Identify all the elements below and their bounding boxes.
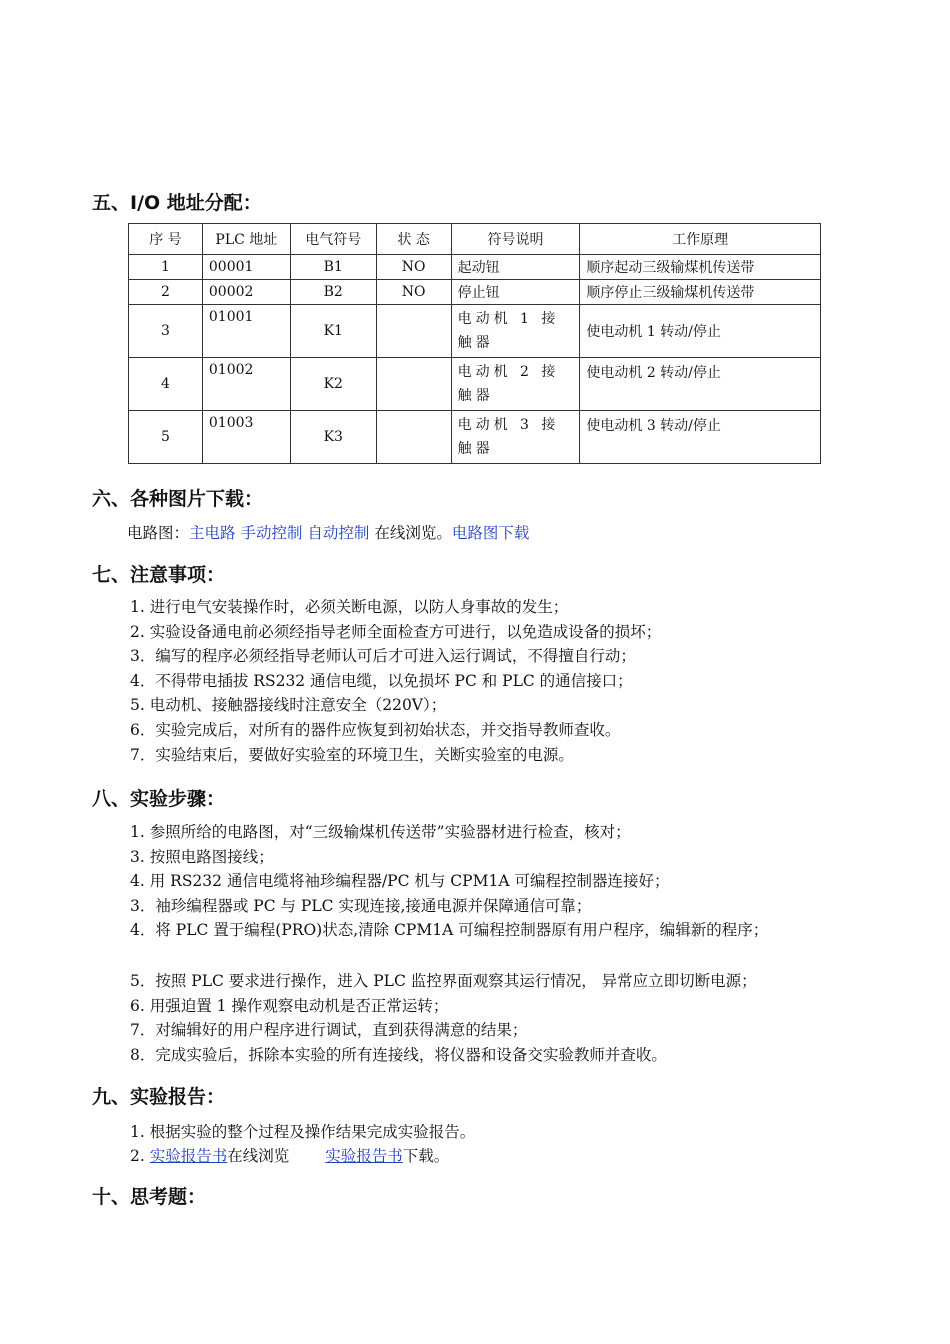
steps-list-a bbox=[130, 820, 768, 943]
list-item: 7．对编辑好的用户程序进行调试，直到获得满意的结果； bbox=[130, 1021, 528, 1040]
cell-state: NO bbox=[376, 255, 451, 280]
header-state: 状 态 bbox=[376, 224, 451, 255]
cell-principle: 使电动机 3 转动/停止 bbox=[580, 411, 821, 464]
list-item: 6. 用强迫置 1 操作观察电动机是否正常运转； bbox=[130, 996, 449, 1015]
list-item: 2. 实验设备通电前必须经指导老师全面检查方可进行，以免造成设备的损坏； bbox=[130, 622, 662, 641]
cell-seq: 4 bbox=[129, 358, 203, 411]
cell-addr: 00001 bbox=[202, 255, 290, 280]
main-circuit-link[interactable]: 主电路 bbox=[189, 524, 236, 542]
list-item: 6．实验完成后，对所有的器件应恢复到初始状态，并交指导教师查收。 bbox=[130, 720, 621, 739]
report-item-2 bbox=[130, 1144, 449, 1166]
auto-control-link[interactable]: 自动控制 bbox=[307, 524, 370, 542]
browse-online-text: 在线浏览。 bbox=[374, 524, 452, 542]
cell-principle: 使电动机 2 转动/停止 bbox=[580, 358, 821, 411]
list-item: 7．实验结束后，要做好实验室的环境卫生，关断实验室的电源。 bbox=[130, 745, 574, 764]
list-item: 3．编写的程序必须经指导老师认可后才可进入运行调试，不得擅自行动； bbox=[130, 647, 636, 666]
cell-addr: 01001 bbox=[202, 305, 290, 358]
header-addr: PLC 地址 bbox=[202, 224, 290, 255]
cell-state bbox=[376, 305, 451, 358]
table-row bbox=[129, 280, 821, 305]
cell-desc: 电动机 2 接触器 bbox=[451, 358, 580, 411]
report-download-text: 下载。 bbox=[402, 1147, 450, 1165]
circuit-prefix: 电路图： bbox=[127, 524, 190, 542]
cell-desc: 停止钮 bbox=[451, 280, 580, 305]
report-item-1: 1. 根据实验的整个过程及操作结果完成实验报告。 bbox=[130, 1123, 476, 1141]
cell-addr: 01002 bbox=[202, 358, 290, 411]
steps-list-b bbox=[130, 969, 757, 1067]
section-title-steps: 八、实验步骤： bbox=[92, 788, 226, 810]
precautions-list bbox=[130, 595, 661, 767]
cell-sym: B2 bbox=[290, 280, 376, 305]
header-sym: 电气符号 bbox=[290, 224, 376, 255]
cell-state: NO bbox=[376, 280, 451, 305]
list-item: 3. 按照电路图接线； bbox=[130, 847, 274, 866]
list-item: 5．按照 PLC 要求进行操作，进入 PLC 监控界面观察其运行情况， 异常应立即切断电源； bbox=[130, 972, 757, 990]
list-item: 3．袖珍编程器或 PC 与 PLC 实现连接,接通电源并保障通信可靠； bbox=[130, 896, 592, 915]
manual-control-link[interactable]: 手动控制 bbox=[240, 524, 303, 542]
list-item: 4. 用 RS232 通信电缆将袖珍编程器/PC 机与 CPM1A 可编程控制器连接好； bbox=[130, 872, 670, 891]
list-item: 1. 参照所给的电路图，对“三级输煤机传送带”实验器材进行检查，核对； bbox=[130, 823, 631, 841]
circuit-download-link[interactable]: 电路图下载 bbox=[451, 524, 530, 542]
section-title-questions: 十、思考题： bbox=[92, 1186, 207, 1208]
cell-sym: K2 bbox=[290, 358, 376, 411]
cell-sym: K3 bbox=[290, 411, 376, 464]
cell-state bbox=[376, 411, 451, 464]
section-title-io: 五、I/O 地址分配： bbox=[92, 192, 262, 214]
section-title-downloads: 六、各种图片下载： bbox=[92, 488, 264, 510]
cell-sym: K1 bbox=[290, 305, 376, 358]
cell-principle: 顺序起动三级输煤机传送带 bbox=[580, 255, 821, 280]
cell-seq: 5 bbox=[129, 411, 203, 464]
header-desc: 符号说明 bbox=[451, 224, 580, 255]
cell-seq: 1 bbox=[129, 255, 203, 280]
cell-principle: 使电动机 1 转动/停止 bbox=[580, 305, 821, 358]
table-row bbox=[129, 305, 821, 358]
cell-addr: 00002 bbox=[202, 280, 290, 305]
report-browse-link[interactable]: 实验报告书 bbox=[149, 1147, 228, 1165]
list-item: 5. 电动机、接触器接线时注意安全（220V）； bbox=[130, 696, 447, 715]
circuit-diagram-line bbox=[127, 521, 529, 543]
table-row bbox=[129, 411, 821, 464]
list-item: 8．完成实验后，拆除本实验的所有连接线，将仪器和设备交实验教师并查收。 bbox=[130, 1045, 667, 1064]
list-item: 1. 进行电气安装操作时，必须关断电源，以防人身事故的发生； bbox=[130, 598, 569, 616]
cell-state bbox=[376, 358, 451, 411]
header-principle: 工作原理 bbox=[580, 224, 821, 255]
section-title-report: 九、实验报告： bbox=[92, 1086, 226, 1108]
cell-desc: 电动机 3 接触器 bbox=[451, 411, 580, 464]
list-item: 4．不得带电插拔 RS232 通信电缆，以免损坏 PC 和 PLC 的通信接口； bbox=[130, 671, 633, 690]
cell-principle: 顺序停止三级输煤机传送带 bbox=[580, 280, 821, 305]
cell-addr: 01003 bbox=[202, 411, 290, 464]
cell-desc: 电动机 1 接触器 bbox=[451, 305, 580, 358]
cell-sym: B1 bbox=[290, 255, 376, 280]
header-seq: 序 号 bbox=[129, 224, 203, 255]
list-item: 4．将 PLC 置于编程(PRO)状态,清除 CPM1A 可编程控制器原有用户程序，编辑新的程序； bbox=[130, 921, 769, 940]
report-item-2-number: 2. bbox=[130, 1147, 150, 1165]
report-download-link[interactable]: 实验报告书 bbox=[325, 1147, 403, 1165]
io-address-table bbox=[128, 223, 821, 464]
cell-seq: 2 bbox=[129, 280, 203, 305]
cell-seq: 3 bbox=[129, 305, 203, 358]
cell-desc: 起动钮 bbox=[451, 255, 580, 280]
report-browse-text: 在线浏览 bbox=[227, 1147, 290, 1165]
section-title-precautions: 七、注意事项： bbox=[92, 564, 226, 586]
table-row bbox=[129, 255, 821, 280]
table-header-row bbox=[129, 224, 821, 255]
table-row bbox=[129, 358, 821, 411]
